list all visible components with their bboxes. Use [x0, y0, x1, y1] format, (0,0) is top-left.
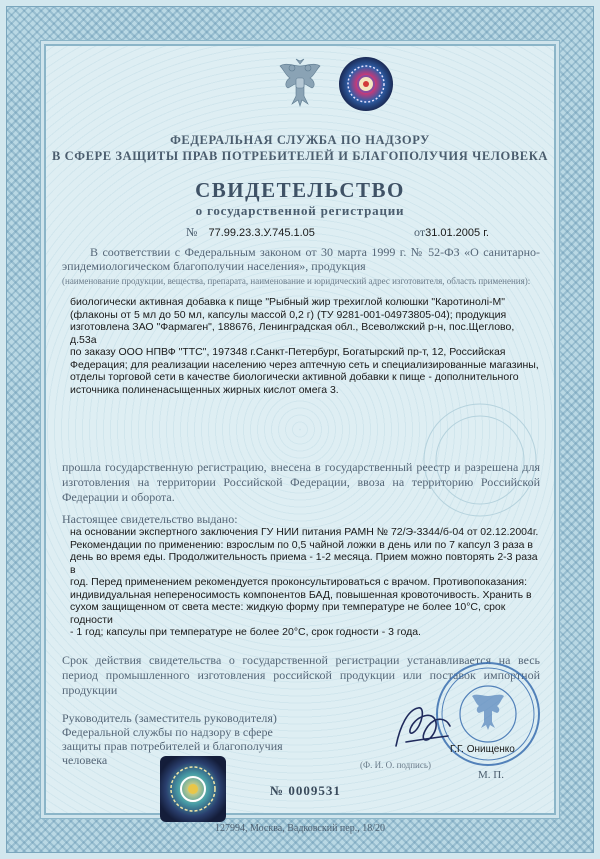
registration-date [414, 225, 489, 240]
number-value: 77.99.23.3.У.745.1.05 [208, 227, 315, 239]
hologram-sticker-icon [338, 56, 394, 112]
signatory-name: Г.Г. Онищенко [450, 744, 515, 755]
agency-name-line1: ФЕДЕРАЛЬНАЯ СЛУЖБА ПО НАДЗОРУ [170, 133, 430, 147]
fio-signature-hint: (Ф. И. О. подпись) [360, 760, 431, 770]
seal-place-label: М. П. [478, 769, 504, 781]
registration-number [186, 225, 315, 240]
double-headed-eagle-emblem-icon [276, 56, 324, 110]
product-description: биологически активная добавка к пище "Рыбный жир трехиглой колюшки "Каротинолi-М" (флаконы от 5 мл до 50 мл, капсулы массой 0,2 г) (ТУ 9281-001-04973805-04); продукция изготовлена ЗАО "Фармаген", 188676, Ленинградская обл., Всеволжский р-н, пос.Щеглово, д.53а по заказу ООО НПВФ "ТТС", 197348 г.Санкт-Петербург, Богатырский пр-т, 12, Российская Федерация; для реализации населению через аптечную сеть и специализированные магазины, отделы торговой сети в качестве биологически активной добавки к пище - дополнительного источника полиненасыщенных жирных кислот омега 3. [70, 296, 539, 396]
issued-label: Настоящее свидетельство выдано: [62, 512, 238, 526]
agency-address: 127994, Москва, Вадковский пер., 18/20 [215, 823, 385, 834]
signatory-position: Руководитель (заместитель руководителя) Федеральной службы по надзору в сфере защиты прав потребителей и благополучия человека [62, 711, 283, 767]
validity-paragraph: Срок действия свидетельства о государственной регистрации устанавливается на весь период промышленного изготовления российской продукции или поставок импортной продукции [62, 653, 540, 697]
hologram-sticker-bottom-icon [158, 754, 228, 824]
issued-basis-text: на основании экспертного заключения ГУ НИИ питания РАМН № 72/Э-3344/б-04 от 02.12.2004г. Рекомендации по применению: взрослым по 0,5 чайной ложки в день или по 7 капсул 3 раза в день во время еды. Продолжительность приема - 1-2 месяца. Прием можно повторять 2-3 раза в год. Перед применением рекомендуется проконсультироваться с врачом. Противопоказания: индивидуальная непереносимость компонентов БАД, повышенная кровоточивость. Хранить в сухом защищенном от света месте: жидкую форму при температуре не более 10°С, срок годности - 1 год; капсулы при температуре не более 20°С, срок годности - 3 года. [70, 526, 539, 638]
product-field-hint: (наименование продукции, вещества, препарата, наименование и юридический адрес изготовителя, область применения): [62, 276, 531, 286]
document-title: СВИДЕТЕЛЬСТВО [195, 178, 405, 202]
handwritten-signature-icon [388, 696, 458, 756]
document-subtitle: о государственной регистрации [195, 203, 405, 218]
serial-number: № 0009531 [270, 783, 341, 798]
date-prefix: от [414, 225, 426, 239]
number-prefix: № [186, 225, 198, 239]
law-paragraph: В соответствии с Федеральным законом от 30 марта 1999 г. № 52-ФЗ «О санитарно-эпидемиологическом благополучии населения», продукция [62, 245, 540, 273]
agency-name-line2: В СФЕРЕ ЗАЩИТЫ ПРАВ ПОТРЕБИТЕЛЕЙ И БЛАГОПОЛУЧИЯ ЧЕЛОВЕКА [51, 149, 549, 163]
registration-passed-paragraph: прошла государственную регистрацию, внесена в государственный реестр и разрешена для изготовления на территории Российской Федерации, ввоза на территорию Российской Федерации и оборота. [62, 460, 540, 504]
date-value: 31.01.2005 г. [425, 227, 489, 239]
